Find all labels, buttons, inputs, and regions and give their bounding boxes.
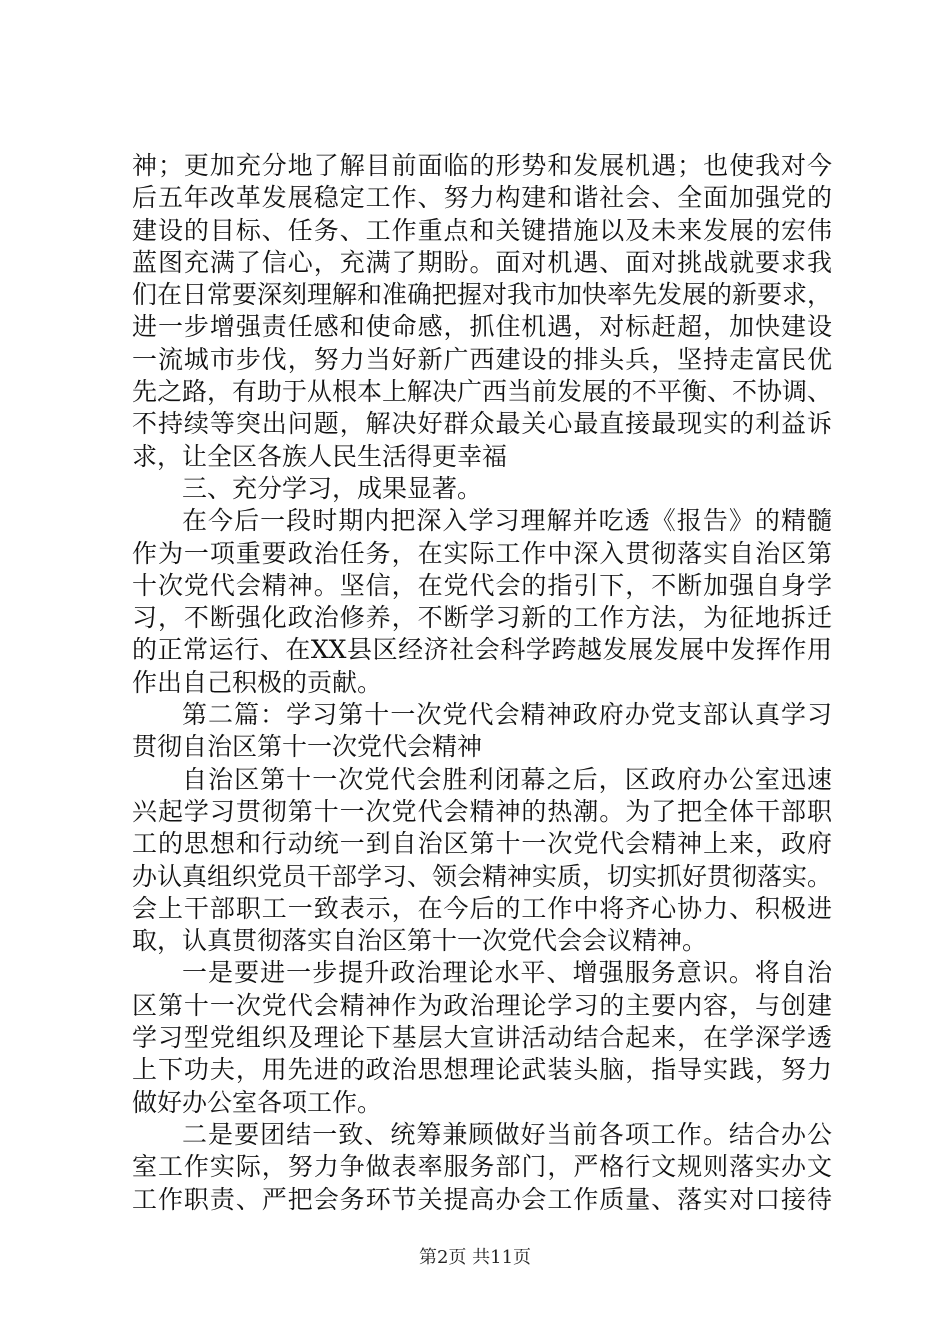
text-line: 区第十一次党代会精神作为政治理论学习的主要内容，与创建 [132,990,832,1020]
text-line: 神；更加充分地了解目前面临的形势和发展机遇；也使我对今 [132,151,832,180]
text-line: 兴起学习贯彻第十一次党代会精神的热潮。为了把全体干部职 [132,796,832,826]
text-line: 在今后一段时期内把深入学习理解并吃透《报告》的精髓 [182,506,832,536]
text-line: 会上干部职工一致表示，在今后的工作中将齐心协力、积极进 [132,893,832,923]
text-line: 自治区第十一次党代会胜利闭幕之后，区政府办公室迅速 [182,764,832,794]
text-line: 作出自己积极的贡献。 [132,667,383,697]
text-line: 一流城市步伐，努力当好新广西建设的排头兵，坚持走富民优 [132,344,832,374]
text-line: 们在日常要深刻理解和准确把握对我市加快率先发展的新要求， [132,280,833,310]
text-line: 三、充分学习，成果显著。 [182,473,483,503]
text-line: 做好办公室各项工作。 [132,1087,383,1117]
text-line: 不持续等突出问题，解决好群众最关心最直接最现实的利益诉 [132,409,832,439]
page-footer [0,1246,950,1270]
text-line: 进一步增强责任感和使命感，抓住机遇，对标赶超，加快建设 [132,312,832,342]
text-line: 上下功夫，用先进的政治思想理论武装头脑，指导实践，努力 [132,1055,832,1085]
text-line: 取，认真贯彻落实自治区第十一次党代会会议精神。 [132,926,708,956]
text-line: 一是要进一步提升政治理论水平、增强服务意识。将自治 [182,958,832,988]
document-body [132,150,832,1216]
text-line: 十次党代会精神。坚信，在党代会的指引下，不断加强自身学 [132,570,832,600]
text-line: 学习型党组织及理论下基层大宣讲活动结合起来，在学深学透 [132,1023,832,1053]
text-line: 二是要团结一致、统筹兼顾做好当前各项工作。结合办公 [182,1119,832,1149]
text-line: 第二篇：学习第十一次党代会精神政府办党支部认真学习 [182,700,832,730]
text-line: 求，让全区各族人民生活得更幸福 [132,441,508,471]
text-line: 蓝图充满了信心，充满了期盼。面对机遇、面对挑战就要求我 [132,247,832,277]
text-line: 室工作实际，努力争做表率服务部门，严格行文规则落实办文 [132,1152,832,1182]
text-line: 先之路，有助于从根本上解决广西当前发展的不平衡、不协调、 [132,377,833,407]
text-line: 工作职责、严把会务环节关提高办会工作质量、落实对口接待 [132,1184,832,1214]
text-line: 的正常运行、在XX县区经济社会科学跨越发展发展中发挥作用 [132,635,832,665]
text-line: 办认真组织党员干部学习、领会精神实质，切实抓好贯彻落实。 [132,861,833,891]
text-line: 建设的目标、任务、工作重点和关键措施以及未来发展的宏伟 [132,215,832,245]
text-line: 贯彻自治区第十一次党代会精神 [132,732,483,762]
text-line: 作为一项重要政治任务，在实际工作中深入贯彻落实自治区第 [132,538,832,568]
text-line: 工的思想和行动统一到自治区第十一次党代会精神上来，政府 [132,829,832,859]
text-line: 习，不断强化政治修养，不断学习新的工作方法，为征地拆迁 [132,603,832,633]
text-line: 后五年改革发展稳定工作、努力构建和谐社会、全面加强党的 [132,183,832,213]
page-number: 第2页 共11页 [418,1247,532,1268]
